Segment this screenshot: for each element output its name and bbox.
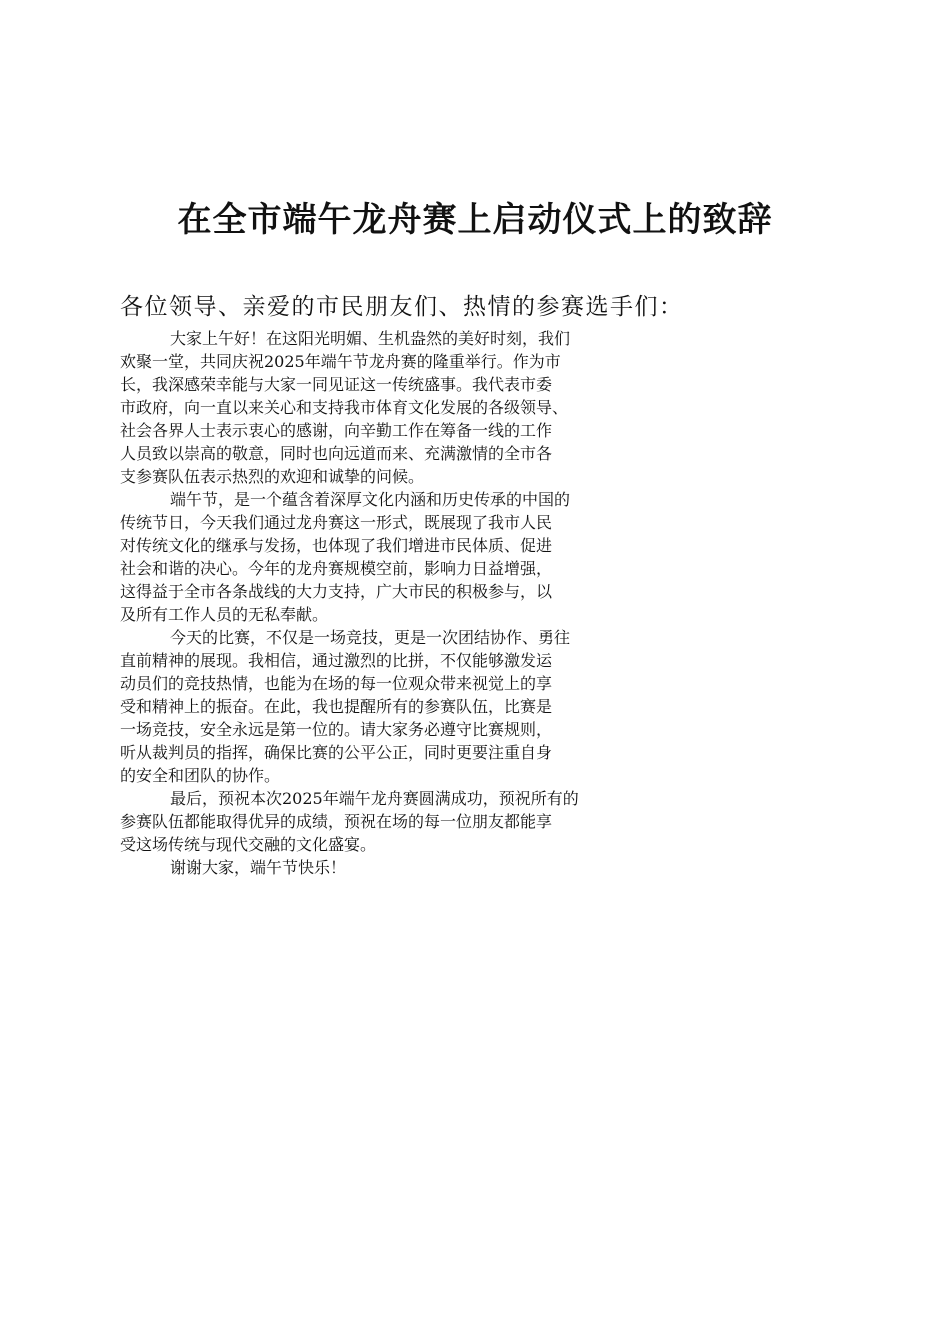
text-line: 一场竞技，安全永远是第一位的。请大家务必遵守比赛规则， (120, 719, 553, 739)
text-line: 端午节，是一个蕴含着深厚文化内涵和历史传承的中国的 (170, 489, 571, 509)
text-line: 这得益于全市各条战线的大力支持，广大市民的积极参与，以 (120, 581, 553, 601)
text-line: 长，我深感荣幸能与大家一同见证这一传统盛事。我代表市委 (120, 374, 553, 394)
text-line: 社会和谐的决心。今年的龙舟赛规模空前，影响力日益增强， (120, 558, 553, 578)
paragraph-1 (120, 326, 825, 487)
text-line: 及所有工作人员的无私奉献。 (120, 604, 329, 624)
text-line: 谢谢大家，端午节快乐！ (170, 857, 347, 877)
text-line: 人员致以崇高的敬意，同时也向远道而来、充满激情的全市各 (120, 443, 553, 463)
text-line: 受和精神上的振奋。在此，我也提醒所有的参赛队伍，比赛是 (120, 696, 553, 716)
text-line: 直前精神的展现。我相信，通过激烈的比拼，不仅能够激发运 (120, 650, 553, 670)
text-line: 支参赛队伍表示热烈的欢迎和诚挚的问候。 (120, 466, 425, 486)
text-line: 市政府，向一直以来关心和支持我市体育文化发展的各级领导、 (120, 397, 569, 417)
document-body (120, 290, 825, 878)
text-line: 动员们的竞技热情，也能为在场的每一位观众带来视觉上的享 (120, 673, 553, 693)
text-line: 传统节日，今天我们通过龙舟赛这一形式，既展现了我市人民 (120, 512, 553, 532)
text-line: 听从裁判员的指挥，确保比赛的公平公正，同时更要注重自身 (120, 742, 553, 762)
text-line: 大家上午好！在这阳光明媚、生机盎然的美好时刻，我们 (170, 328, 571, 348)
paragraph-3 (120, 625, 825, 786)
paragraph-2 (120, 487, 825, 625)
paragraph-5 (120, 855, 825, 878)
paragraph-4 (120, 786, 825, 855)
text-line: 社会各界人士表示衷心的感谢，向辛勤工作在筹备一线的工作 (120, 420, 553, 440)
greeting-line: 各位领导、亲爱的市民朋友们、热情的参赛选手们： (120, 294, 684, 320)
text-line: 的安全和团队的协作。 (120, 765, 281, 785)
text-line: 最后，预祝本次2025年端午龙舟赛圆满成功，预祝所有的 (170, 788, 579, 808)
document-title: 在全市端午龙舟赛上启动仪式上的致辞 (177, 200, 773, 240)
text-line: 对传统文化的继承与发扬，也体现了我们增进市民体质、促进 (120, 535, 553, 555)
text-line: 参赛队伍都能取得优异的成绩，预祝在场的每一位朋友都能享 (120, 811, 553, 831)
text-line: 今天的比赛，不仅是一场竞技，更是一次团结协作、勇往 (170, 627, 571, 647)
text-line: 欢聚一堂，共同庆祝2025年端午节龙舟赛的隆重举行。作为市 (120, 351, 561, 371)
text-line: 受这场传统与现代交融的文化盛宴。 (120, 834, 377, 854)
